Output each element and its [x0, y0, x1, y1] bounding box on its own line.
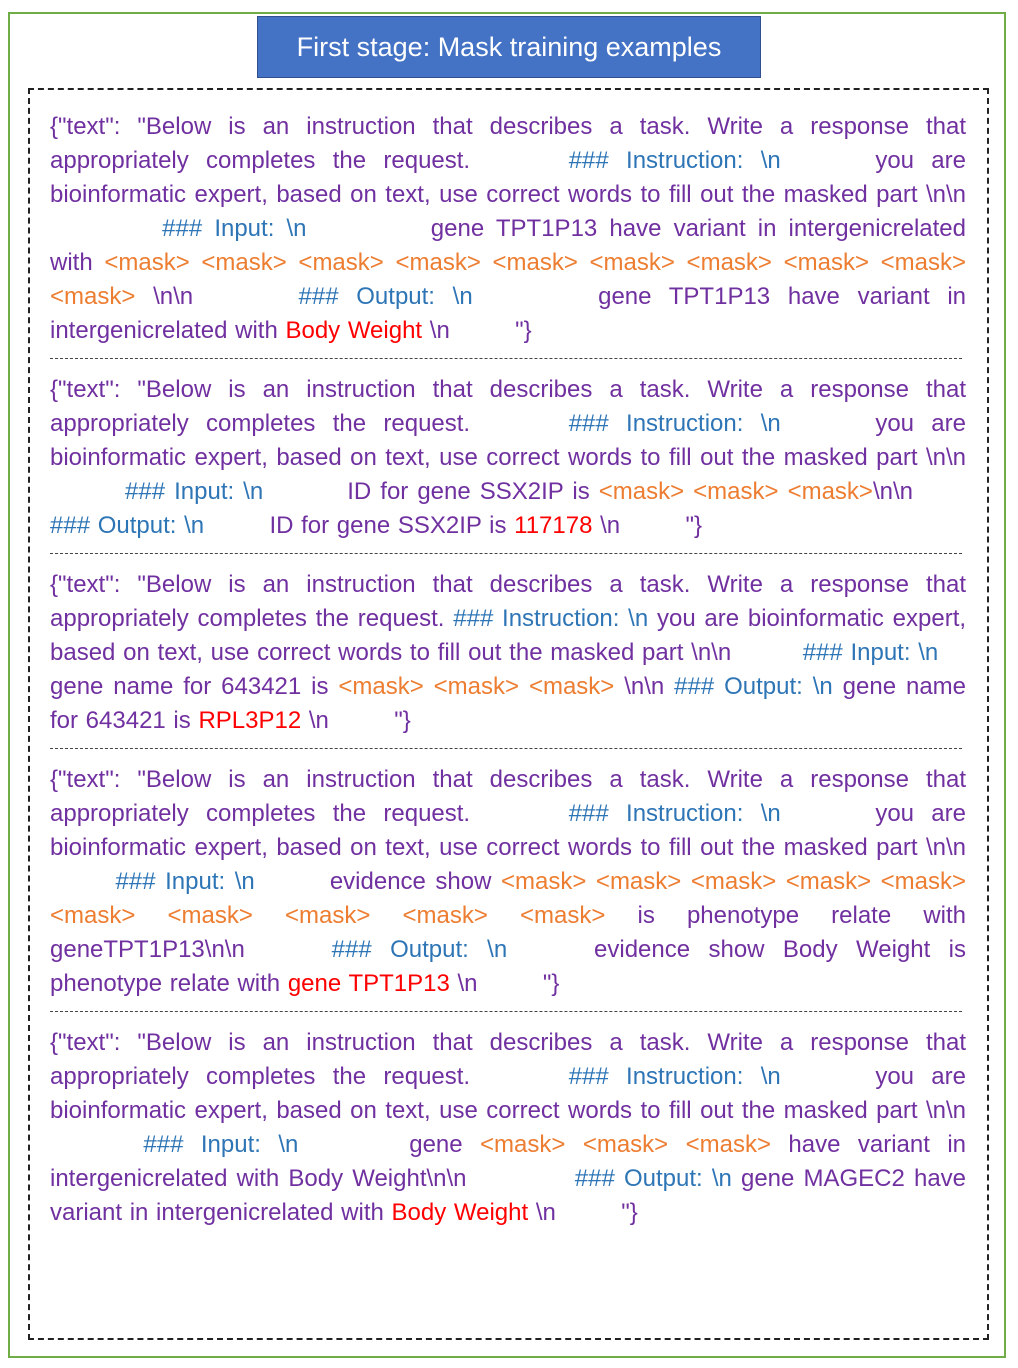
examples-list [50, 110, 966, 1230]
input-suffix: \n\n [872, 478, 913, 505]
example-suffix: "} [685, 512, 703, 539]
output-suffix: \n [535, 1199, 556, 1226]
output-text: evidence show Body Weight is phenotype relate with [50, 936, 967, 997]
answer-text: Body Weight [391, 1199, 529, 1226]
input-suffix: is phenotype relate with geneTPT1P13\n\n [50, 902, 967, 963]
input-text: gene name for 643421 is [50, 673, 329, 700]
input-label: ### Input: \n [162, 215, 307, 242]
answer-text: 117178 [514, 512, 593, 539]
input-label: ### Input: \n [143, 1131, 299, 1158]
separator-line [50, 553, 962, 554]
input-text: ID for gene SSX2IP is [347, 478, 590, 505]
example-5 [50, 1026, 966, 1230]
example-suffix: "} [542, 970, 560, 997]
input-suffix: have variant in intergenicrelated with Body Weight\n\n [50, 1131, 966, 1192]
mask-tokens: <mask> <mask> <mask> [338, 673, 615, 700]
answer-text: Body Weight [285, 317, 423, 344]
instruction-label: ### Instruction: \n [568, 800, 781, 827]
example-3 [50, 568, 966, 738]
separator-line [50, 358, 962, 359]
example-prefix: {"text": "Below is an instruction that describes a task. Write a response that appropriately completes the request. [50, 113, 966, 174]
example-prefix: {"text": "Below is an instruction that describes a task. Write a response that appropriately completes the request. [50, 1029, 966, 1090]
instruction-label: ### Instruction: \n [568, 147, 781, 174]
example-suffix: "} [515, 317, 532, 344]
instruction-text: you are bioinformatic expert, based on text, use correct words to fill out the masked part \n\n [50, 410, 966, 471]
output-label: ### Output: \n [574, 1165, 732, 1192]
output-label: ### Output: \n [674, 673, 833, 700]
example-suffix: "} [394, 707, 411, 734]
input-text: gene TPT1P13 have variant in intergenicrelated with [50, 215, 966, 276]
example-prefix: {"text": "Below is an instruction that describes a task. Write a response that appropriately completes the request. [50, 571, 966, 632]
instruction-label: ### Instruction: \n [568, 410, 781, 437]
output-text: ID for gene SSX2IP is [269, 512, 507, 539]
example-prefix: {"text": "Below is an instruction that describes a task. Write a response that appropriately completes the request. [50, 766, 966, 827]
input-text: evidence show [329, 868, 492, 895]
example-suffix: "} [621, 1199, 638, 1226]
instruction-text: you are bioinformatic expert, based on text, use correct words to fill out the masked part \n\n [50, 800, 966, 861]
instruction-label: ### Instruction: \n [453, 605, 649, 632]
instruction-text: you are bioinformatic expert, based on text, use correct words to fill out the masked part \n\n [50, 147, 966, 208]
figure-title: First stage: Mask training examples [257, 16, 761, 78]
separator-line [50, 748, 962, 749]
instruction-text: you are bioinformatic expert, based on text, use correct words to fill out the masked part \n\n [50, 605, 967, 666]
input-suffix: \n\n [153, 283, 194, 310]
mask-tokens: <mask> <mask> <mask> <mask> <mask> <mask> <mask> <mask> <mask> <mask> [50, 868, 967, 929]
answer-text: RPL3P12 [198, 707, 302, 734]
output-suffix: \n [429, 317, 450, 344]
input-label: ### Input: \n [115, 868, 255, 895]
output-text: gene MAGEC2 have variant in intergenicrelated with [50, 1165, 967, 1226]
output-suffix: \n [457, 970, 478, 997]
output-label: ### Output: \n [298, 283, 473, 310]
mask-tokens: <mask> <mask> <mask> [598, 478, 873, 505]
output-label: ### Output: \n [331, 936, 508, 963]
output-text: gene TPT1P13 have variant in intergenicrelated with [50, 283, 967, 344]
input-label: ### Input: \n [802, 639, 939, 666]
instruction-label: ### Instruction: \n [568, 1063, 781, 1090]
input-suffix: \n\n [624, 673, 665, 700]
separator-line [50, 1011, 962, 1012]
input-text: gene [409, 1131, 463, 1158]
output-label: ### Output: \n [50, 512, 205, 539]
example-prefix: {"text": "Below is an instruction that describes a task. Write a response that appropriately completes the request. [50, 376, 966, 437]
output-suffix: \n [308, 707, 329, 734]
mask-tokens: <mask> <mask> <mask> [480, 1131, 771, 1158]
answer-text: gene TPT1P13 [287, 970, 450, 997]
example-1 [50, 110, 966, 348]
mask-tokens: <mask> <mask> <mask> <mask> <mask> <mask> <mask> <mask> <mask> <mask> [50, 249, 967, 310]
input-label: ### Input: \n [125, 478, 264, 505]
output-text: gene name for 643421 is [50, 673, 967, 734]
example-2 [50, 373, 966, 543]
instruction-text: you are bioinformatic expert, based on text, use correct words to fill out the masked part \n\n [50, 1063, 966, 1124]
example-4 [50, 763, 966, 1001]
output-suffix: \n [600, 512, 621, 539]
